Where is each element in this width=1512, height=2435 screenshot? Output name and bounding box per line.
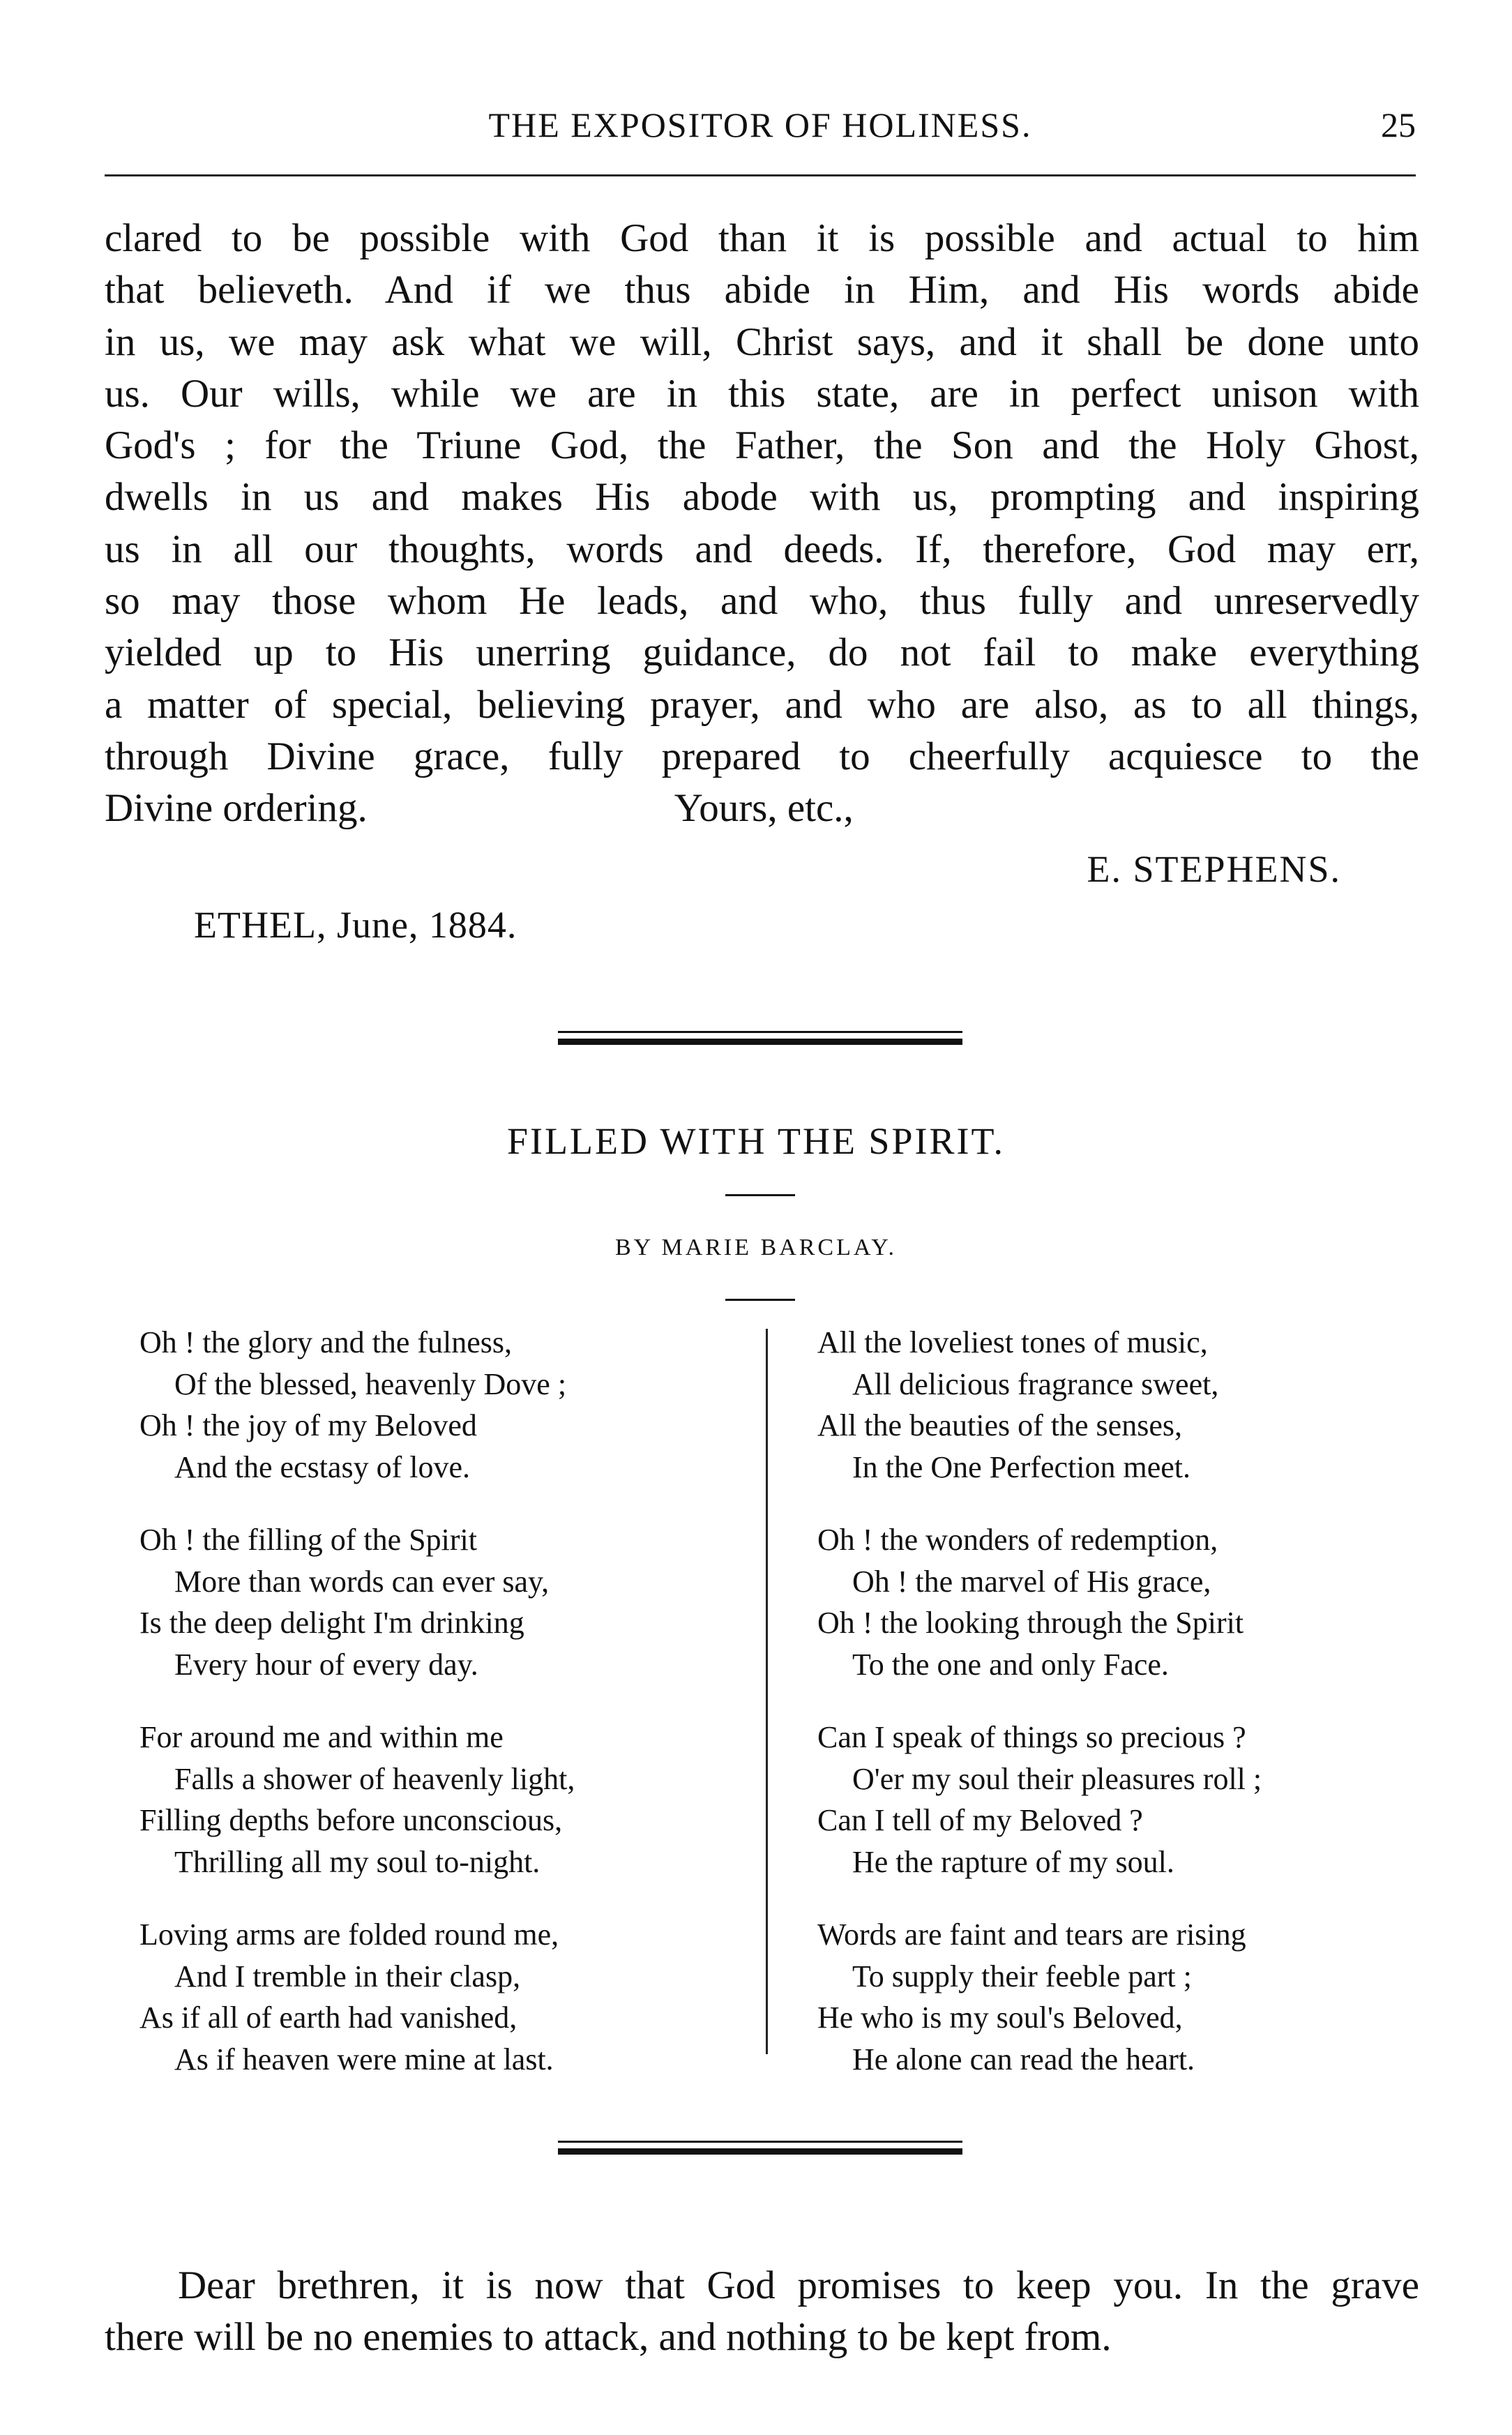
- stanza: [817, 1519, 1431, 1685]
- stanza: [139, 1914, 753, 2080]
- divider-thin-line: [558, 1031, 962, 1033]
- letter-dateline: ETHEL, June, 1884.: [194, 904, 517, 946]
- letter-paragraph: [105, 213, 1419, 835]
- page-number: 25: [1381, 105, 1416, 144]
- header-rule: [105, 174, 1416, 176]
- section-divider: [558, 2141, 962, 2155]
- verse-line: Thrilling all my soul to-night.: [174, 1844, 540, 1879]
- text-line: us in all our thoughts, words and deeds. If, therefore, God may err,: [105, 527, 1419, 571]
- verse-line: Can I speak of things so precious ?: [817, 1720, 1246, 1754]
- verse-line: More than words can ever say,: [174, 1564, 550, 1599]
- verse-line: Every hour of every day.: [174, 1647, 478, 1682]
- verse-line: To supply their feeble part ;: [852, 1959, 1192, 1993]
- byline-rule: [725, 1299, 795, 1301]
- stanza: [139, 1322, 753, 1488]
- text-line: there will be no enemies to attack, and nothing to be kept from.: [105, 2315, 1112, 2360]
- text-line: that believeth. And if we thus abide in Him, and His words abide: [105, 268, 1419, 312]
- text-line: Dear brethren, it is now that God promises to keep you. In the grave: [178, 2263, 1419, 2307]
- verse-line: Words are faint and tears are rising: [817, 1917, 1246, 1952]
- verse-line: As if all of earth had vanished,: [139, 2000, 517, 2035]
- section-divider: [558, 1031, 962, 1045]
- verse-line: All the beauties of the senses,: [817, 1408, 1182, 1442]
- poem-title: FILLED WITH THE SPIRIT.: [507, 1120, 1005, 1162]
- column-divider: [766, 1329, 768, 2054]
- text-line: a matter of special, believing prayer, and who are also, as to all things,: [105, 682, 1419, 727]
- verse-line: Oh ! the joy of my Beloved: [139, 1408, 477, 1442]
- verse-line: And the ecstasy of love.: [174, 1449, 470, 1484]
- verse-line: He alone can read the heart.: [852, 2042, 1195, 2076]
- verse-line: And I tremble in their clasp,: [174, 1959, 521, 1993]
- verse-line: O'er my soul their pleasures roll ;: [852, 1761, 1262, 1796]
- verse-line: In the One Perfection meet.: [852, 1449, 1191, 1484]
- verse-line: He who is my soul's Beloved,: [817, 2000, 1183, 2035]
- verse-line: Loving arms are folded round me,: [139, 1917, 559, 1952]
- text-line: God's ; for the Triune God, the Father, the Son and the Holy Ghost,: [105, 423, 1419, 468]
- verse-line: Falls a shower of heavenly light,: [174, 1761, 575, 1796]
- poem-right-column: [817, 1322, 1431, 2111]
- verse-line: To the one and only Face.: [852, 1647, 1169, 1682]
- running-header: [105, 105, 1416, 153]
- stanza: [817, 1717, 1431, 1883]
- text-line: so may those whom He leads, and who, thus fully and unreservedly: [105, 579, 1419, 624]
- verse-line: As if heaven were mine at last.: [174, 2042, 554, 2076]
- verse-line: Oh ! the glory and the fulness,: [139, 1325, 512, 1359]
- poem-byline: BY MARIE BARCLAY.: [615, 1235, 897, 1260]
- text-line: yielded up to His unerring guidance, do not fail to make everything: [105, 631, 1419, 675]
- divider-thick-line: [558, 1039, 962, 1045]
- verse-line: He the rapture of my soul.: [852, 1844, 1174, 1879]
- running-title: THE EXPOSITOR OF HOLINESS.: [488, 105, 1032, 144]
- verse-line: All delicious fragrance sweet,: [852, 1366, 1219, 1401]
- verse-line: Can I tell of my Beloved ?: [817, 1803, 1143, 1837]
- stanza: [817, 1914, 1431, 2080]
- title-rule: [725, 1194, 795, 1196]
- text-line-final: [105, 783, 1419, 834]
- verse-line: Oh ! the looking through the Spirit: [817, 1606, 1244, 1640]
- verse-line: Is the deep delight I'm drinking: [139, 1606, 524, 1640]
- text-line: in us, we may ask what we will, Christ says, and it shall be done unto: [105, 319, 1419, 364]
- text-line: clared to be possible with God than it is possible and actual to him: [105, 216, 1419, 260]
- verse-line: Oh ! the marvel of His grace,: [852, 1564, 1211, 1599]
- stanza: [139, 1717, 753, 1883]
- verse-line: All the loveliest tones of music,: [817, 1325, 1208, 1359]
- final-line-text: Divine ordering.: [105, 786, 368, 831]
- divider-thick-line: [558, 2148, 962, 2155]
- text-line: dwells in us and makes His abode with us, prompting and inspiring: [105, 475, 1419, 520]
- letter-signature: E. STEPHENS.: [1087, 848, 1341, 890]
- verse-line: Of the blessed, heavenly Dove ;: [174, 1366, 567, 1401]
- text-line: through Divine grace, fully prepared to cheerfully acquiesce to the: [105, 734, 1419, 778]
- stanza: [139, 1519, 753, 1685]
- stanza: [817, 1322, 1431, 1488]
- verse-line: For around me and within me: [139, 1720, 504, 1754]
- poem-left-column: [139, 1322, 753, 2111]
- verse-line: Oh ! the wonders of redemption,: [817, 1523, 1218, 1557]
- letter-closing: Yours, etc.,: [674, 786, 854, 831]
- verse-line: Filling depths before unconscious,: [139, 1803, 563, 1837]
- verse-line: Oh ! the filling of the Spirit: [139, 1523, 477, 1557]
- text-line: us. Our wills, while we are in this state, are in perfect unison with: [105, 371, 1419, 416]
- closing-paragraph: [105, 2260, 1419, 2364]
- divider-thin-line: [558, 2141, 962, 2143]
